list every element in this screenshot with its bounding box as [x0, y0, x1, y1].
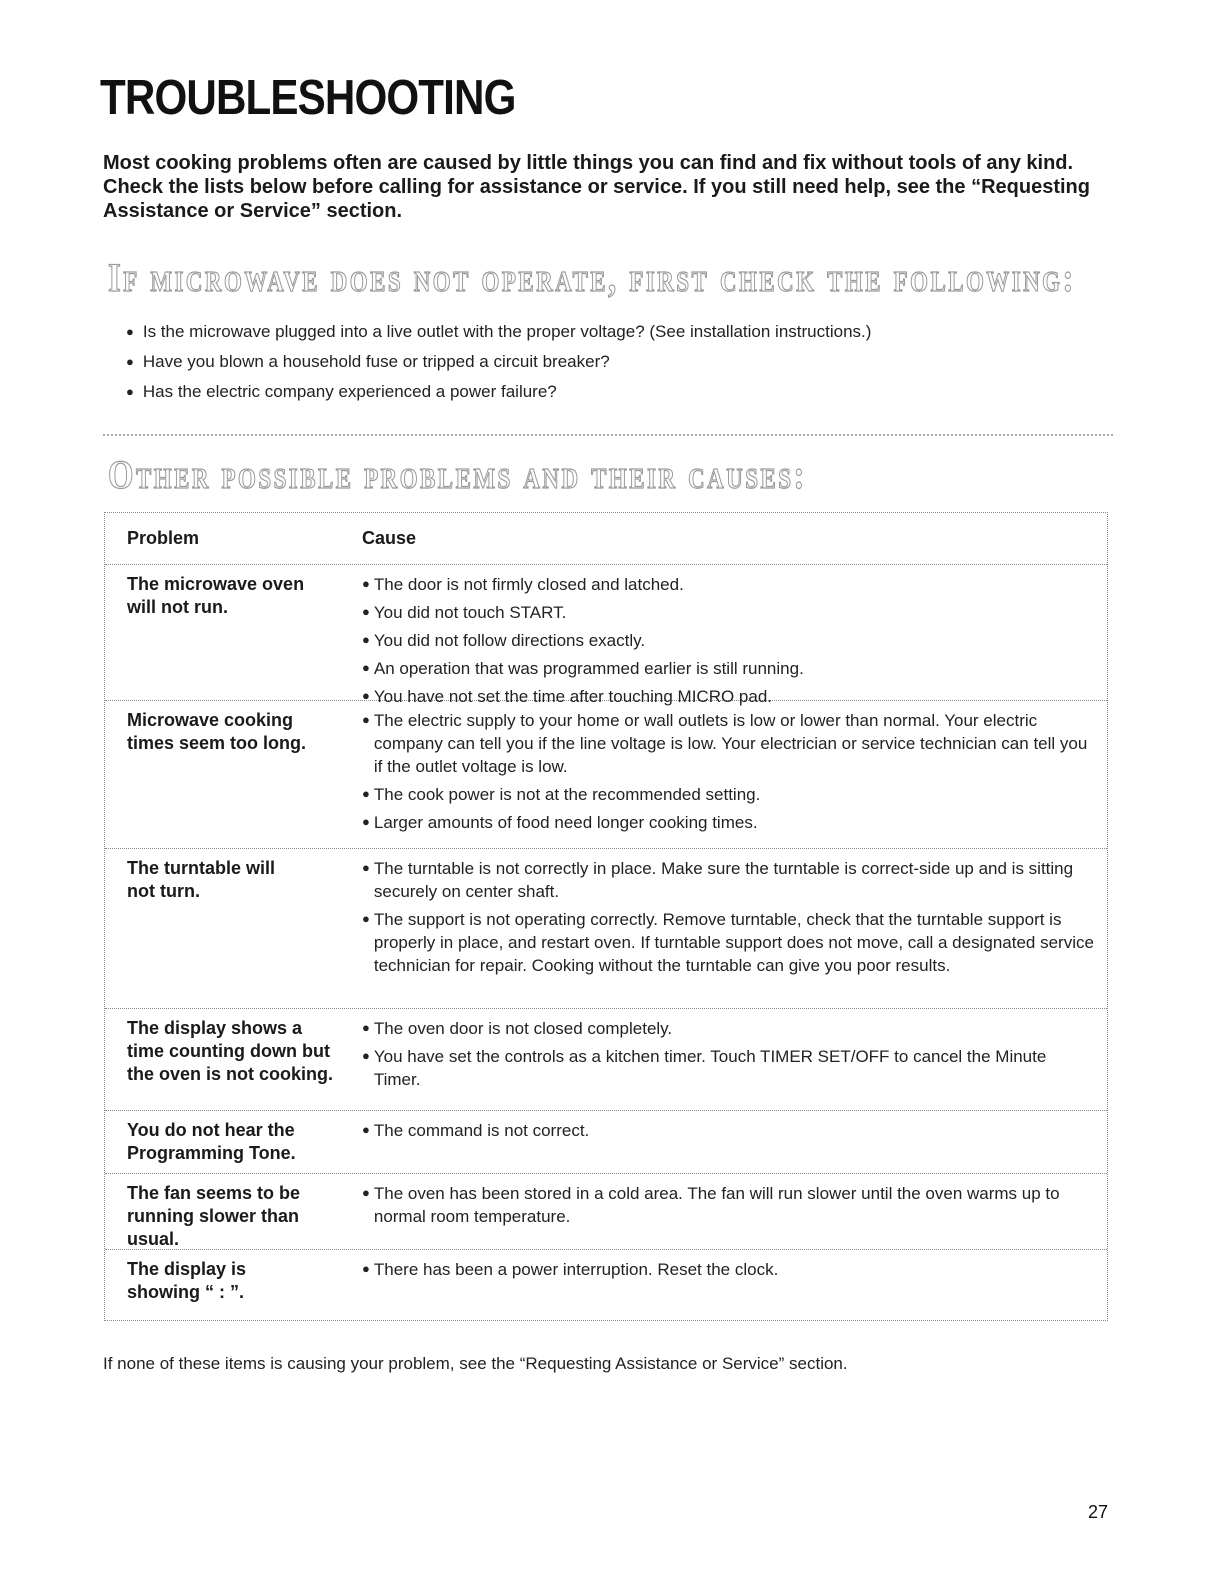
cause-item: [362, 629, 1097, 652]
header-cause: Cause: [362, 528, 417, 548]
table-row: [105, 1009, 1107, 1111]
cause-text: Larger amounts of food need longer cooking times.: [373, 813, 758, 832]
table-header: [105, 513, 1107, 565]
cause-text: You did not follow directions exactly.: [373, 631, 646, 650]
bullet-icon: ●: [126, 324, 134, 339]
first-check-item: ● Is the microwave plugged into a live outlet with the proper voltage? (See installation instructions.): [126, 322, 872, 341]
page-title: TROUBLESHOOTING: [100, 71, 516, 125]
table-row: [105, 1250, 1107, 1320]
cause-item: [362, 783, 1097, 806]
cause-text: You did not touch START.: [373, 603, 567, 622]
problem-text: The display shows a time counting down but the oven is not cooking.: [127, 1018, 334, 1084]
intro-paragraph: Most cooking problems often are caused by little things you can find and fix without tools of any kind. Check the lists below before calling for assistance or service. If you still need help, see the “Requesting Assistance or Service” section.: [103, 152, 1090, 222]
cause-text: The command is not correct.: [373, 1121, 590, 1140]
cause-text: The cook power is not at the recommended setting.: [373, 785, 761, 804]
cause-item: [362, 657, 1097, 680]
cause-text: The oven has been stored in a cold area. The fan will run slower until the oven warms up to normal room temperature.: [373, 1184, 1060, 1226]
cause-item: [362, 857, 1097, 903]
bullet-icon: ●: [362, 814, 370, 829]
cause-text: An operation that was programmed earlier is still running.: [373, 659, 804, 678]
footer-note: If none of these items is causing your problem, see the “Requesting Assistance or Service” section.: [103, 1354, 848, 1373]
table-row: [105, 701, 1107, 849]
cause-item: [362, 908, 1097, 977]
table-row: [105, 1174, 1107, 1250]
cause-item: [362, 1017, 1097, 1040]
header-problem: Problem: [127, 528, 200, 548]
bullet-icon: ●: [362, 1122, 370, 1137]
bullet-icon: ●: [362, 632, 370, 647]
bullet-icon: ●: [362, 911, 370, 926]
cause-text: The support is not operating correctly. Remove turntable, check that the turntable support is properly in place, and restart oven. If turntable support does not move, call a designated service technician for repair. Cooking without the turntable can give you poor results.: [373, 910, 1094, 975]
problem-text: The fan seems to be running slower than usual.: [127, 1183, 301, 1249]
problem-text: You do not hear the Programming Tone.: [127, 1120, 296, 1163]
first-check-item: ● Have you blown a household fuse or tripped a circuit breaker?: [126, 352, 610, 371]
cause-item: [362, 1045, 1097, 1091]
problem-text: Microwave cooking times seem too long.: [127, 710, 307, 753]
bullet-icon: ●: [126, 384, 134, 399]
cause-text: The electric supply to your home or wall outlets is low or lower than normal. Your electric company can tell you if the line voltage is low. Your electrician or service technician can tell you if the outlet voltage is low.: [373, 711, 1088, 776]
bullet-icon: ●: [362, 1261, 370, 1276]
cause-item: [362, 601, 1097, 624]
table-row: [105, 849, 1107, 1009]
first-check-list: [126, 317, 871, 407]
cause-text: You have set the controls as a kitchen timer. Touch TIMER SET/OFF to cancel the Minute Timer.: [373, 1047, 1047, 1089]
first-check-item: ● Has the electric company experienced a power failure?: [126, 382, 557, 401]
bullet-icon: ●: [362, 688, 370, 703]
bullet-icon: ●: [362, 1185, 370, 1200]
cause-text: You have not set the time after touching MICRO pad.: [373, 687, 773, 706]
cause-item: [362, 811, 1097, 834]
cause-item: [362, 573, 1097, 596]
bullet-icon: ●: [362, 576, 370, 591]
bullet-icon: ●: [362, 660, 370, 675]
problem-text: The display is showing “ : ”.: [127, 1259, 247, 1302]
troubleshooting-table: [104, 512, 1108, 1321]
cause-item: [362, 1119, 1097, 1142]
problem-text: The microwave oven will not run.: [127, 574, 305, 617]
bullet-icon: ●: [362, 1020, 370, 1035]
bullet-icon: ●: [362, 712, 370, 727]
table-row: [105, 565, 1107, 706]
other-problems-heading: Other possible problems and their causes:: [108, 452, 807, 497]
cause-text: The turntable is not correctly in place. Make sure the turntable is correct-side up and is sitting securely on center shaft.: [373, 859, 1074, 901]
cause-text: The door is not firmly closed and latched.: [373, 575, 684, 594]
cause-item: [362, 1182, 1097, 1228]
problem-text: The turntable will not turn.: [127, 858, 276, 901]
section-divider: [103, 434, 1113, 436]
cause-text: The oven door is not closed completely.: [373, 1019, 673, 1038]
cause-item: [362, 709, 1097, 778]
bullet-icon: ●: [362, 860, 370, 875]
cause-item: [362, 1258, 1097, 1281]
table-row: [105, 1111, 1107, 1174]
bullet-icon: ●: [362, 604, 370, 619]
cause-text: There has been a power interruption. Reset the clock.: [373, 1260, 779, 1279]
page-number: 27: [1087, 1502, 1108, 1522]
table-body: [105, 565, 1107, 1320]
cause-item: [362, 685, 1097, 708]
bullet-icon: ●: [362, 786, 370, 801]
bullet-icon: ●: [362, 1048, 370, 1063]
bullet-icon: ●: [126, 354, 134, 369]
first-check-heading: If microwave does not operate, first check the following:: [108, 255, 1076, 300]
